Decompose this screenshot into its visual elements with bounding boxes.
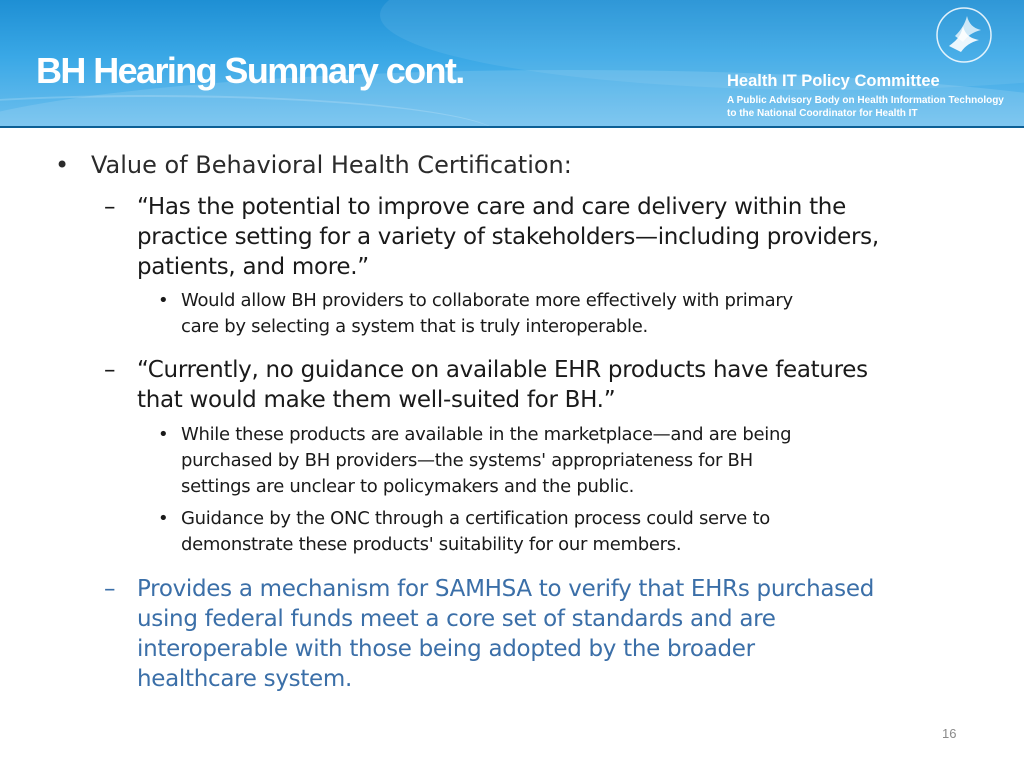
quote-line: practice setting for a variety of stakeholders—including providers, bbox=[137, 224, 879, 250]
sub-bullet-marker: • bbox=[158, 290, 169, 311]
org-subtitle: A Public Advisory Body on Health Information Technology bbox=[727, 95, 1004, 106]
header-divider bbox=[0, 126, 1024, 128]
slide-title: BH Hearing Summary cont. bbox=[36, 50, 464, 91]
main-bullet: Value of Behavioral Health Certification: bbox=[91, 151, 572, 179]
dash-marker: – bbox=[104, 194, 116, 220]
point-line: healthcare system. bbox=[137, 666, 353, 692]
slide-header bbox=[0, 0, 1024, 128]
point-line: using federal funds meet a core set of standards and are bbox=[137, 606, 776, 632]
point-line: Provides a mechanism for SAMHSA to verify that EHRs purchased bbox=[137, 576, 875, 602]
sub-bullet-line: demonstrate these products' suitability for our members. bbox=[181, 534, 682, 555]
quote-line: patients, and more.” bbox=[137, 254, 369, 280]
quote-line: “Has the potential to improve care and care delivery within the bbox=[137, 194, 846, 220]
org-subtitle: to the National Coordinator for Health IT bbox=[727, 108, 918, 119]
point-line: interoperable with those being adopted by the broader bbox=[137, 636, 755, 662]
sub-bullet-line: Would allow BH providers to collaborate more effectively with primary bbox=[181, 290, 793, 311]
sub-bullet-line: care by selecting a system that is truly interoperable. bbox=[181, 316, 648, 337]
quote-line: that would make them well-suited for BH.” bbox=[137, 387, 616, 413]
dash-marker: – bbox=[104, 357, 116, 383]
page-number: 16 bbox=[942, 726, 957, 741]
hhs-eagle-icon bbox=[935, 6, 993, 64]
bullet-marker: • bbox=[55, 151, 70, 179]
sub-bullet-line: Guidance by the ONC through a certification process could serve to bbox=[181, 508, 770, 529]
dash-marker: – bbox=[104, 576, 116, 602]
sub-bullet-line: purchased by BH providers—the systems' appropriateness for BH bbox=[181, 450, 753, 471]
sub-bullet-line: While these products are available in the marketplace—and are being bbox=[181, 424, 792, 445]
sub-bullet-line: settings are unclear to policymakers and the public. bbox=[181, 476, 635, 497]
sub-bullet-marker: • bbox=[158, 508, 169, 529]
quote-line: “Currently, no guidance on available EHR products have features bbox=[137, 357, 868, 383]
sub-bullet-marker: • bbox=[158, 424, 169, 445]
org-name: Health IT Policy Committee bbox=[727, 72, 940, 90]
